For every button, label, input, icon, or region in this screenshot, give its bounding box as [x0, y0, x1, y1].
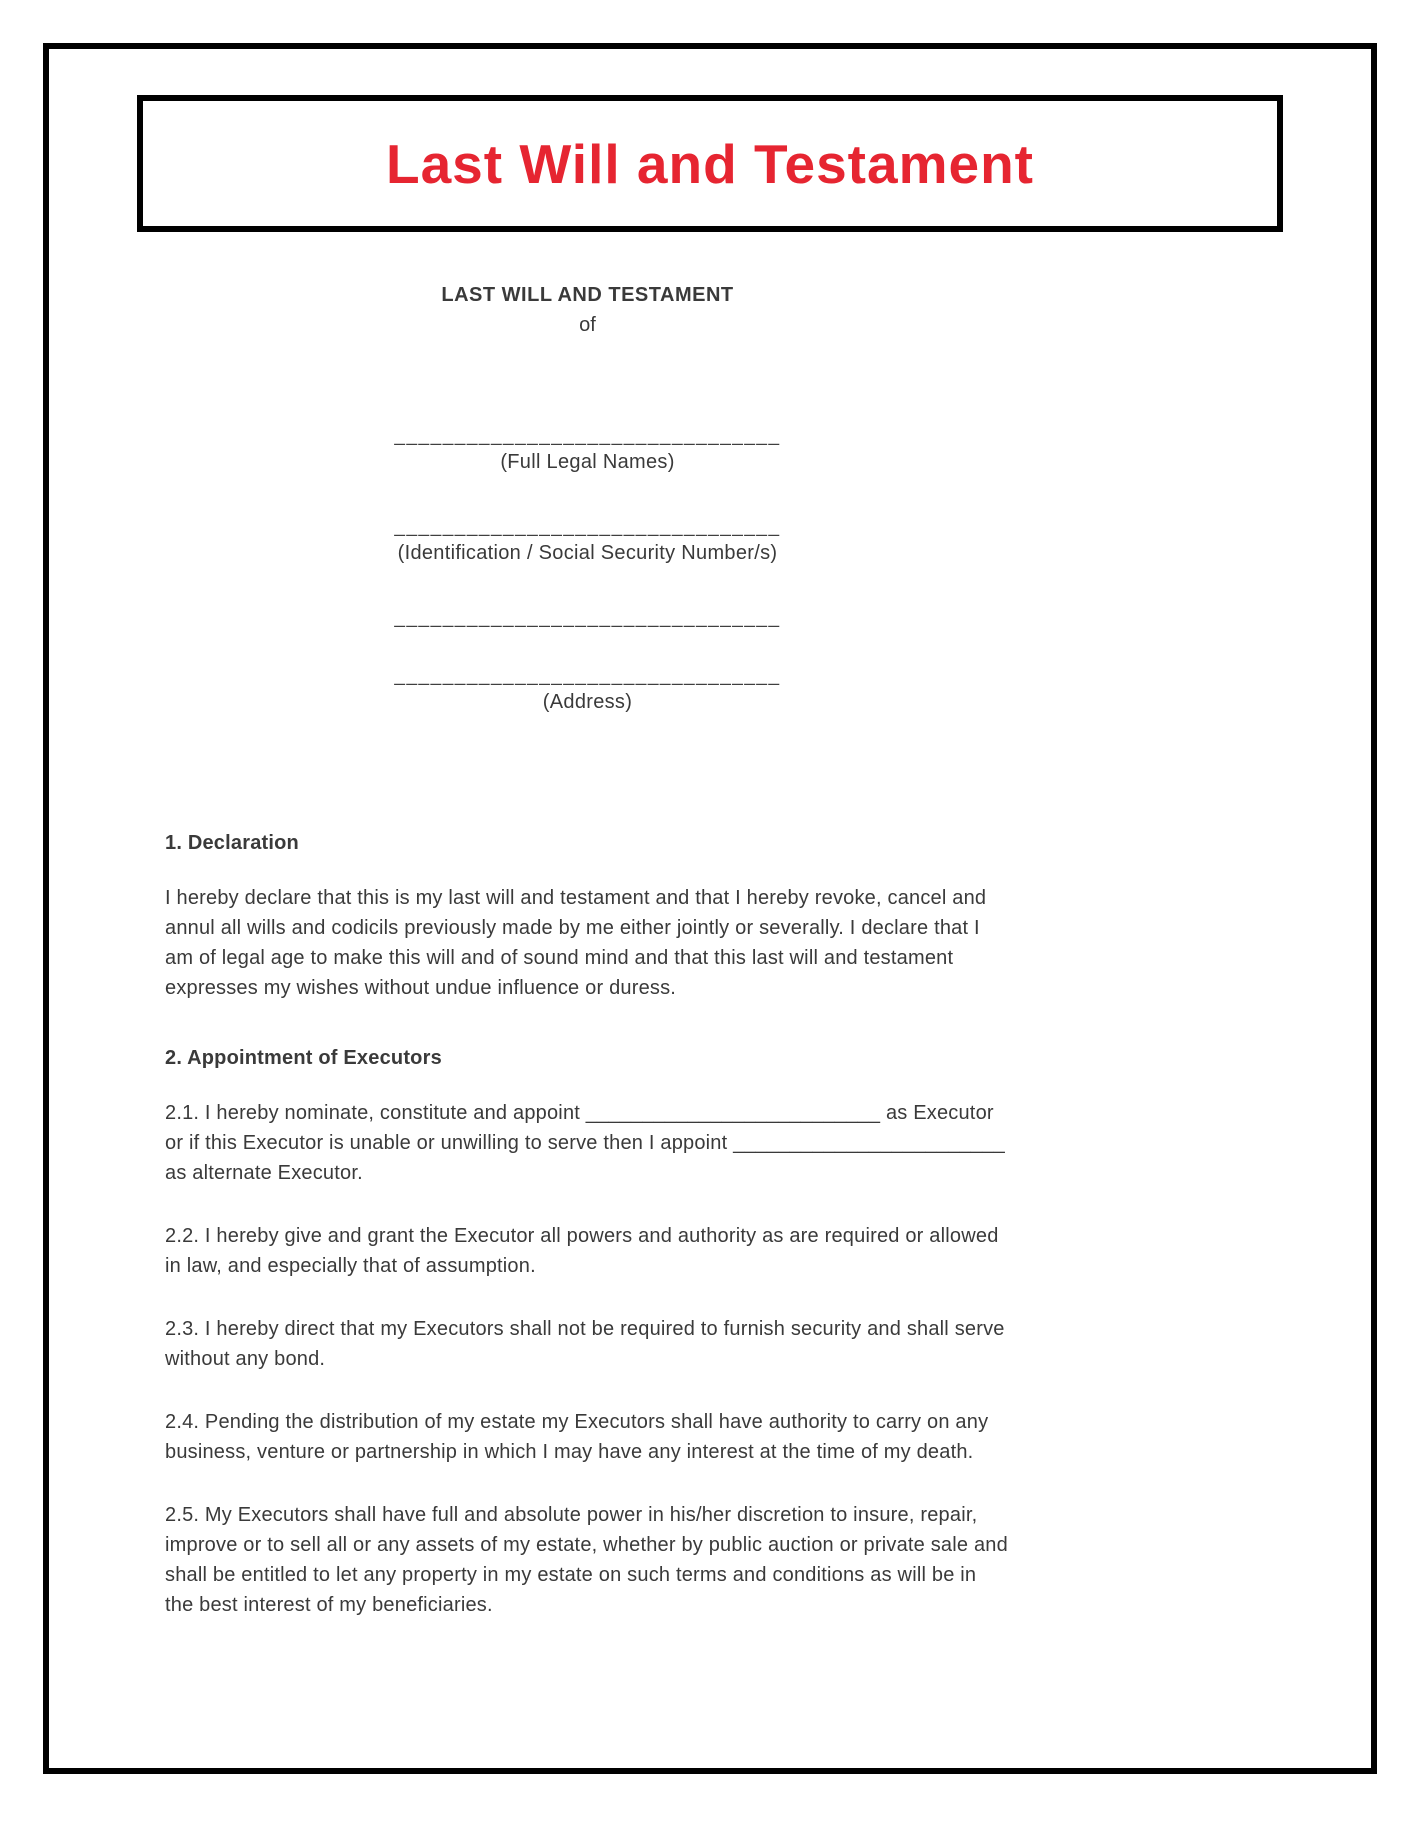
address-line-2: ________________________________	[394, 665, 781, 686]
id-ssn-field	[165, 516, 1010, 565]
page-border	[43, 43, 1377, 1774]
full-legal-names-field	[165, 425, 1010, 474]
full-legal-names-line: ________________________________	[394, 425, 781, 446]
address-field-1	[165, 607, 1010, 629]
id-ssn-line: ________________________________	[394, 516, 781, 537]
clause-2-2: 2.2. I hereby give and grant the Executor all powers and authority as are required or allowed in law, and especially that of assumption.	[165, 1225, 999, 1277]
clause-2-5: 2.5. My Executors shall have full and absolute power in his/her discretion to insure, repair, improve or to sell all or any assets of my estate, whether by public auction or private sale and shall be entitled to let any property in my estate on such terms and conditions as will be in the best interest of my beneficiaries.	[165, 1504, 1008, 1616]
clause-2-1: 2.1. I hereby nominate, constitute and appoint __________________________ as Executor or if this Executor is unable or unwilling to serve then I appoint ________________________ as alternate Executor.	[165, 1102, 1005, 1184]
section-declaration-heading: 1. Declaration	[165, 832, 299, 854]
full-legal-names-label: (Full Legal Names)	[500, 451, 675, 473]
fill-in-fields	[165, 425, 1010, 714]
clause-2-4: 2.4. Pending the distribution of my estate my Executors shall have authority to carry on any business, venture or partnership in which I may have any interest at the time of my death.	[165, 1411, 989, 1463]
document-title: LAST WILL AND TESTAMENT	[441, 284, 734, 306]
declaration-paragraph: I hereby declare that this is my last will and testament and that I hereby revoke, cancel and annul all wills and codicils previously made by me either jointly or severally. I declare that I am of legal age to make this will and of sound mind and that this last will and testament expresses my wishes without undue influence or duress.	[165, 887, 987, 999]
clause-2-3: 2.3. I hereby direct that my Executors shall not be required to furnish security and shall serve without any bond.	[165, 1318, 1005, 1370]
address-field-2	[165, 665, 1010, 714]
section-declaration	[165, 832, 1010, 1003]
document-sections	[165, 832, 1010, 1620]
banner-title: Last Will and Testament	[386, 132, 1034, 195]
document-heading-block	[165, 284, 1010, 714]
section-executors-heading: 2. Appointment of Executors	[165, 1047, 442, 1069]
document-body	[165, 284, 1010, 1620]
id-ssn-label: (Identification / Social Security Number/s)	[397, 542, 778, 564]
document-subtitle: of	[579, 314, 596, 336]
address-line-1: ________________________________	[394, 607, 781, 628]
address-label: (Address)	[542, 691, 633, 713]
title-banner	[137, 95, 1283, 232]
section-appointment-of-executors	[165, 1047, 1010, 1620]
